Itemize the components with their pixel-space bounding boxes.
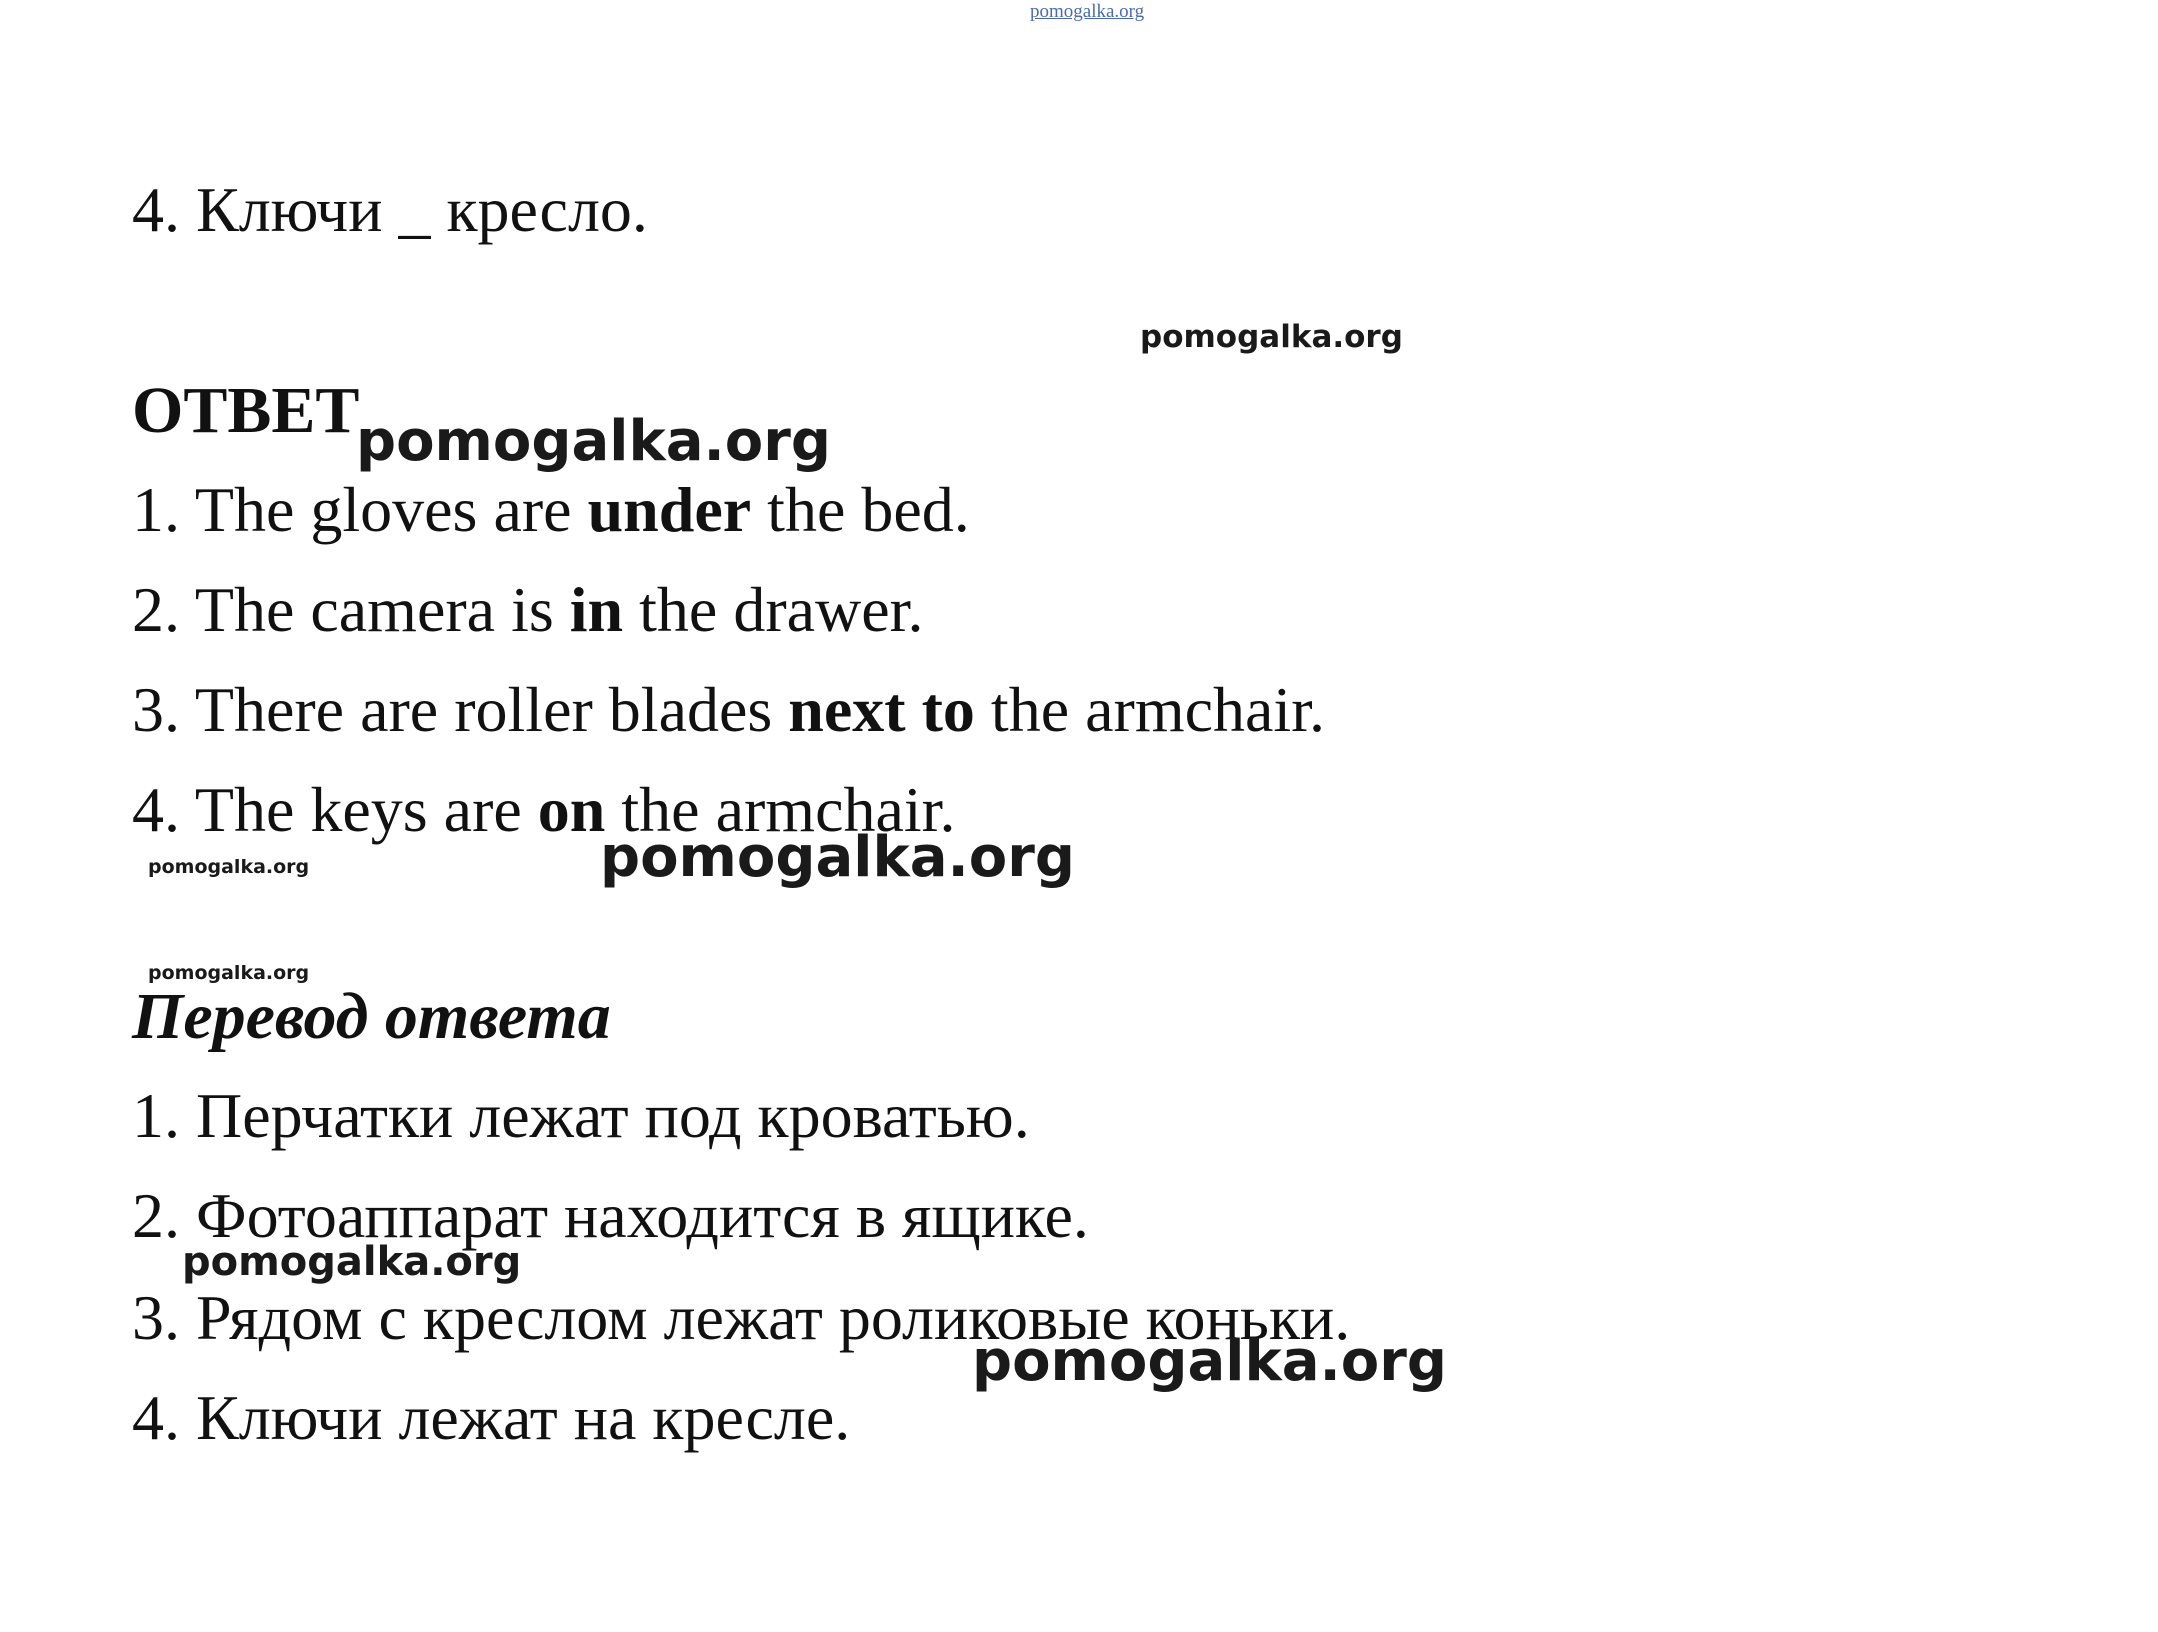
answer-line-4-after: the armchair. xyxy=(605,774,956,845)
translation-line-1: 1. Перчатки лежат под кроватью. xyxy=(132,1080,1030,1151)
translation-line-4: 4. Ключи лежат на кресле. xyxy=(132,1382,851,1453)
answer-line-2-before: 2. The camera is xyxy=(132,574,570,645)
watermark-small-2: pomogalka.org xyxy=(148,962,310,984)
watermark-right-small: pomogalka.org xyxy=(1140,319,1403,355)
answer-line-2 xyxy=(132,574,924,645)
question-item-4: 4. Ключи _ кресло. xyxy=(132,174,648,245)
answer-line-1 xyxy=(132,474,970,545)
translation-heading: Перевод ответа xyxy=(132,980,611,1053)
watermark-answer-bottom: pomogalka.org xyxy=(600,825,1075,890)
answer-line-1-bold: under xyxy=(587,474,752,545)
watermark-heading: pomogalka.org xyxy=(356,409,831,474)
answer-line-2-bold: in xyxy=(569,574,624,645)
answer-line-1-before: 1. The gloves are xyxy=(132,474,588,545)
answer-line-4-before: 4. The keys are xyxy=(132,774,538,845)
watermark-translation-right: pomogalka.org xyxy=(972,1329,1447,1394)
answer-line-3-before: 3. There are roller blades xyxy=(132,674,789,745)
watermark-small-1: pomogalka.org xyxy=(148,856,310,878)
translation-line-2: 2. Фотоаппарат находится в ящике. xyxy=(132,1180,1089,1251)
answer-line-3 xyxy=(132,674,1325,745)
answer-line-3-bold: next to xyxy=(788,674,975,745)
answer-line-4-bold: on xyxy=(537,774,606,845)
answer-heading: ОТВЕТ xyxy=(132,374,360,447)
answer-line-1-after: the bed. xyxy=(751,474,970,545)
answer-line-2-after: the drawer. xyxy=(623,574,924,645)
watermark-top: pomogalka.org xyxy=(1030,1,1145,22)
translation-line-3: 3. Рядом с креслом лежат роликовые коньки. xyxy=(132,1282,1351,1353)
watermark-translation-left: pomogalka.org xyxy=(182,1239,522,1285)
answer-line-3-after: the armchair. xyxy=(974,674,1325,745)
